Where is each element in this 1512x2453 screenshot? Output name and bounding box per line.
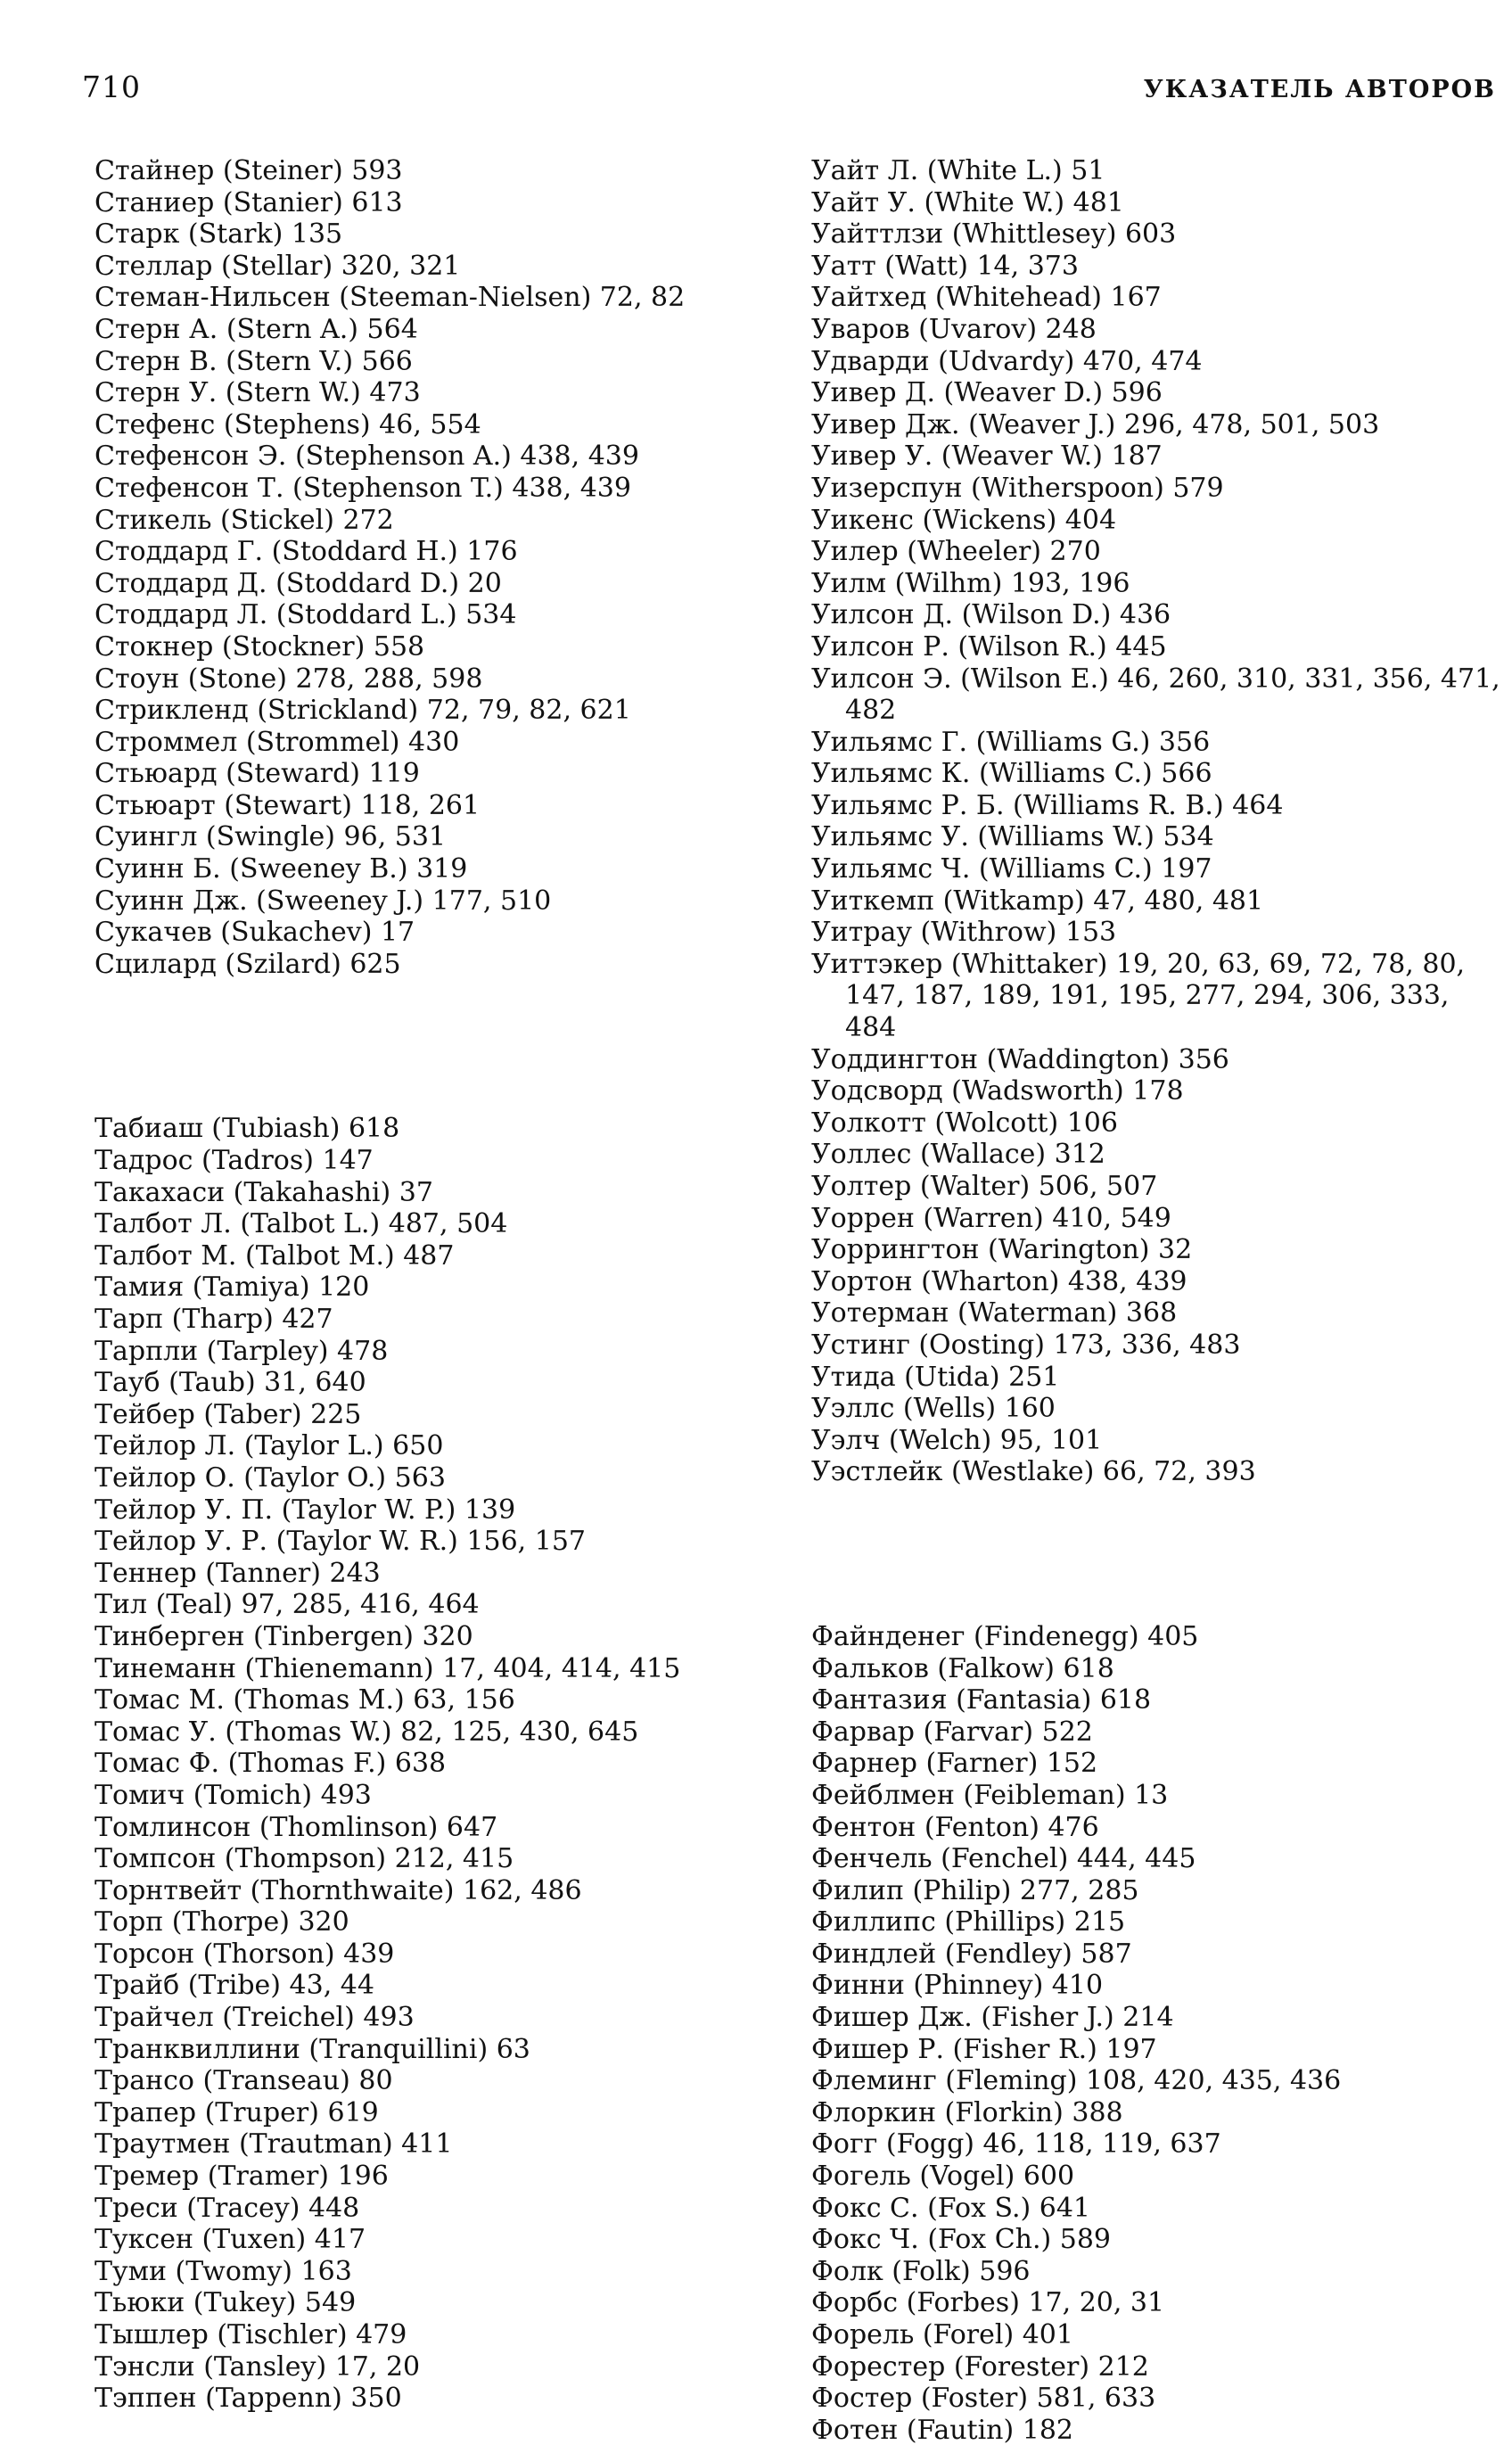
index-entry: Тарп (Tharp) 427 (94, 1304, 333, 1335)
index-entry: Уитрау (Withrow) 153 (811, 917, 1117, 949)
index-entry: Уилсон Э. (Wilson E.) 46, 260, 310, 331, 356, 471, 482 (811, 663, 1500, 727)
index-entry: Стрикленд (Strickland) 72, 79, 82, 621 (94, 695, 631, 727)
index-entry: Удварди (Udvardy) 470, 474 (811, 345, 1203, 377)
index-entry: Уайттлзи (Whittlesey) 603 (811, 218, 1177, 251)
index-entry: Сукачев (Sukachev) 17 (94, 917, 415, 949)
index-entry: Форбс (Forbes) 17, 20, 31 (811, 2287, 1165, 2319)
index-entry: Туксен (Tuxen) 417 (94, 2224, 366, 2256)
index-entry: Томпсон (Thompson) 212, 415 (94, 1843, 514, 1875)
index-entry: Тейбер (Taber) 225 (94, 1398, 362, 1430)
index-entry: Уайт У. (White W.) 481 (811, 186, 1124, 218)
index-entry: Стокнер (Stockner) 558 (94, 630, 425, 663)
index-entry: Уайт Л. (White L.) 51 (811, 155, 1105, 186)
index-entry: Форель (Forel) 401 (811, 2319, 1073, 2350)
index-entry: Фолк (Folk) 596 (811, 2255, 1031, 2287)
index-entry: Томас Ф. (Thomas F.) 638 (94, 1748, 447, 1780)
index-entry: Такахаси (Takahashi) 37 (94, 1176, 433, 1208)
index-entry: Уолкотт (Wolcott) 106 (811, 1107, 1118, 1139)
index-entry: Трансо (Transeau) 80 (94, 2065, 393, 2097)
index-entry: Уикенс (Wickens) 404 (811, 504, 1117, 536)
index-entry: Уильямс К. (Williams C.) 566 (811, 758, 1212, 790)
index-entry: Фейблмен (Feibleman) 13 (811, 1779, 1169, 1811)
index-entry: Уэллс (Wells) 160 (811, 1393, 1056, 1425)
index-entry: Старк (Stark) 135 (94, 218, 343, 251)
index-entry: Уильямс Р. Б. (Williams R. B.) 464 (811, 789, 1284, 821)
index-entry: Фентон (Fenton) 476 (811, 1811, 1099, 1843)
index-entry: Форестер (Forester) 212 (811, 2350, 1149, 2383)
running-head: УКАЗАТЕЛЬ АВТОРОВ (1143, 76, 1496, 103)
index-entry: Тэппен (Tappenn) 350 (94, 2383, 402, 2415)
index-entry: Уилсон Р. (Wilson R.) 445 (811, 630, 1167, 663)
index-entry: Тинберген (Tinbergen) 320 (94, 1620, 473, 1652)
index-entry: Тарпли (Tarpley) 478 (94, 1335, 389, 1367)
index-entry: Уильямс У. (Williams W.) 534 (811, 821, 1214, 853)
index-entry: Суинн Б. (Sweeney B.) 319 (94, 853, 468, 885)
page-number: 710 (82, 70, 141, 104)
index-entry: Тейлор Л. (Taylor L.) 650 (94, 1430, 444, 1462)
index-entry: Томас У. (Thomas W.) 82, 125, 430, 645 (94, 1716, 639, 1748)
right-column (811, 155, 1507, 2446)
index-entry: Фостер (Foster) 581, 633 (811, 2383, 1156, 2415)
index-entry: Стефенс (Stephens) 46, 554 (94, 408, 481, 440)
index-entry: Туми (Twomy) 163 (94, 2255, 352, 2287)
index-entry: Филлипс (Phillips) 215 (811, 1906, 1126, 1939)
index-entry: Уолтер (Walter) 506, 507 (811, 1171, 1158, 1202)
index-entry: Уэлч (Welch) 95, 101 (811, 1424, 1103, 1456)
index-entry: Стерн У. (Stern W.) 473 (94, 377, 421, 409)
index-entry: Уоррингтон (Warington) 32 (811, 1234, 1193, 1266)
index-entry: Тейлор У. П. (Taylor W. P.) 139 (94, 1494, 516, 1526)
index-entry: Финни (Phinney) 410 (811, 1970, 1104, 2002)
index-entry: Уивер У. (Weaver W.) 187 (811, 440, 1163, 473)
index-entry: Уивер Дж. (Weaver J.) 296, 478, 501, 503 (811, 408, 1380, 440)
index-entry: Стеллар (Stellar) 320, 321 (94, 250, 461, 282)
index-entry: Стайнер (Steiner) 593 (94, 155, 403, 186)
index-entry: Фарвар (Farvar) 522 (811, 1716, 1093, 1748)
page-header (82, 70, 1496, 114)
index-entry: Уотерман (Waterman) 368 (811, 1297, 1178, 1329)
index-entry: Тэнсли (Tansley) 17, 20 (94, 2350, 421, 2383)
index-entry: Суингл (Swingle) 96, 531 (94, 821, 447, 853)
index-entry: Фальков (Falkow) 618 (811, 1652, 1114, 1684)
index-entry: Фогель (Vogel) 600 (811, 2161, 1075, 2193)
index-entry: Стерн В. (Stern V.) 566 (94, 345, 413, 377)
index-entry: Фокс С. (Fox S.) 641 (811, 2192, 1090, 2224)
index-entry: Уивер Д. (Weaver D.) 596 (811, 377, 1163, 409)
index-entry: Уэстлейк (Westlake) 66, 72, 393 (811, 1456, 1256, 1488)
index-entry: Фотен (Fautin) 182 (811, 2414, 1074, 2446)
index-entry: Торп (Thorpe) 320 (94, 1906, 349, 1939)
index-entry: Уоррен (Warren) 410, 549 (811, 1202, 1171, 1234)
index-entry: Стерн А. (Stern A.) 564 (94, 313, 418, 345)
index-entry: Стьюарт (Stewart) 118, 261 (94, 789, 481, 821)
index-entry: Трайчел (Treichel) 493 (94, 2002, 415, 2034)
index-entry: Уилсон Д. (Wilson D.) 436 (811, 599, 1171, 631)
index-entry: Траутмен (Trautman) 411 (94, 2128, 453, 2161)
index-entry: Тышлер (Tischler) 479 (94, 2319, 407, 2350)
index-entry: Фантазия (Fantasia) 618 (811, 1684, 1152, 1716)
index-entry: Стикель (Stickel) 272 (94, 504, 394, 536)
index-entry: Тьюки (Tukey) 549 (94, 2287, 357, 2319)
group-gap (811, 1488, 1507, 1621)
index-entry: Стефенсон Э. (Stephenson A.) 438, 439 (94, 440, 639, 473)
index-entry: Талбот М. (Talbot M.) 487 (94, 1239, 455, 1272)
index-entry: Тейлор У. Р. (Taylor W. R.) 156, 157 (94, 1526, 587, 1558)
index-entry: Табиаш (Tubiash) 618 (94, 1113, 400, 1145)
index-group-s (94, 155, 772, 980)
index-entry: Тремер (Tramer) 196 (94, 2161, 389, 2193)
index-entry: Трапер (Truper) 619 (94, 2096, 379, 2128)
index-entry: Стоун (Stone) 278, 288, 598 (94, 663, 483, 695)
index-entry: Теннер (Tanner) 243 (94, 1557, 381, 1589)
index-entry: Файнденег (Findenegg) 405 (811, 1620, 1199, 1652)
index-entry: Торнтвейт (Thornthwaite) 162, 486 (94, 1874, 582, 1906)
index-entry: Треси (Tracey) 448 (94, 2192, 360, 2224)
index-entry: Томас М. (Thomas M.) 63, 156 (94, 1684, 515, 1716)
index-entry: Стоддард Г. (Stoddard H.) 176 (94, 536, 518, 568)
index-entry: Торсон (Thorson) 439 (94, 1938, 395, 1970)
index-entry: Фогг (Fogg) 46, 118, 119, 637 (811, 2128, 1221, 2161)
index-entry: Уилм (Wilhm) 193, 196 (811, 567, 1130, 599)
index-entry: Стьюард (Steward) 119 (94, 758, 420, 790)
index-entry: Тинеманн (Thienemann) 17, 404, 414, 415 (94, 1652, 681, 1684)
index-entry: Транквиллини (Tranquillini) 63 (94, 2033, 530, 2065)
index-entry: Талбот Л. (Talbot L.) 487, 504 (94, 1208, 508, 1240)
index-entry: Уильямс Ч. (Williams C.) 197 (811, 853, 1212, 885)
index-entry: Томич (Tomich) 493 (94, 1779, 372, 1811)
index-entry: Уильямс Г. (Williams G.) 356 (811, 726, 1211, 758)
index-entry: Флеминг (Fleming) 108, 420, 435, 436 (811, 2065, 1342, 2097)
index-entry: Томлинсон (Thomlinson) 647 (94, 1811, 498, 1843)
index-entry: Стоддард Д. (Stoddard D.) 20 (94, 567, 502, 599)
index-entry: Уоддингтон (Waddington) 356 (811, 1043, 1229, 1075)
index-entry: Уиттэкер (Whittaker) 19, 20, 63, 69, 72, 78, 80, 147, 187, 189, 191, 195, 277, 294, 306, 333, 484 (811, 948, 1466, 1044)
index-entry: Стефенсон Т. (Stephenson T.) 438, 439 (94, 472, 631, 504)
index-entry: Уодсворд (Wadsworth) 178 (811, 1075, 1184, 1107)
index-entry: Утида (Utida) 251 (811, 1361, 1060, 1393)
index-entry: Уиткемп (Witkamp) 47, 480, 481 (811, 885, 1264, 917)
index-entry: Тамия (Tamiya) 120 (94, 1272, 370, 1304)
index-entry: Уилер (Wheeler) 270 (811, 536, 1101, 568)
index-entry: Фишер Р. (Fisher R.) 197 (811, 2033, 1157, 2065)
index-entry: Уортон (Wharton) 438, 439 (811, 1265, 1187, 1297)
index-entry: Стоддард Л. (Stoddard L.) 534 (94, 599, 517, 631)
index-entry: Устинг (Oosting) 173, 336, 483 (811, 1329, 1241, 1361)
index-entry: Тейлор О. (Taylor O.) 563 (94, 1461, 446, 1494)
index-entry: Тауб (Taub) 31, 640 (94, 1367, 366, 1399)
index-group-f (811, 1621, 1507, 2446)
index-group-u (811, 155, 1507, 1488)
index-entry: Фокс Ч. (Fox Ch.) 589 (811, 2224, 1112, 2256)
index-entry: Стеман-Нильсен (Steeman-Nielsen) 72, 82 (94, 282, 686, 314)
index-entry: Уваров (Uvarov) 248 (811, 313, 1097, 345)
index-entry: Трайб (Tribe) 43, 44 (94, 1970, 374, 2002)
index-entry: Уайтхед (Whitehead) 167 (811, 282, 1162, 314)
index-entry: Фарнер (Farner) 152 (811, 1748, 1098, 1780)
index-entry: Тил (Teal) 97, 285, 416, 464 (94, 1589, 480, 1621)
index-entry: Финдлей (Fendley) 587 (811, 1938, 1132, 1970)
left-column (94, 155, 772, 2415)
index-entry: Филип (Philip) 277, 285 (811, 1874, 1139, 1906)
index-entry: Станиер (Stanier) 613 (94, 186, 403, 218)
index-entry: Фенчель (Fenchel) 444, 445 (811, 1843, 1196, 1875)
index-entry: Уоллес (Wallace) 312 (811, 1139, 1105, 1171)
index-group-t (94, 1113, 772, 2414)
index-entry: Уатт (Watt) 14, 373 (811, 250, 1079, 282)
index-entry: Фишер Дж. (Fisher J.) 214 (811, 2002, 1174, 2034)
index-entry: Флоркин (Florkin) 388 (811, 2096, 1123, 2128)
index-entry: Сцилард (Szilard) 625 (94, 948, 401, 980)
index-entry: Уизерспун (Witherspoon) 579 (811, 472, 1224, 504)
group-gap (94, 980, 772, 1113)
index-entry: Тадрос (Tadros) 147 (94, 1145, 374, 1177)
index-entry: Суинн Дж. (Sweeney J.) 177, 510 (94, 885, 552, 917)
index-entry: Строммел (Strommel) 430 (94, 726, 460, 758)
